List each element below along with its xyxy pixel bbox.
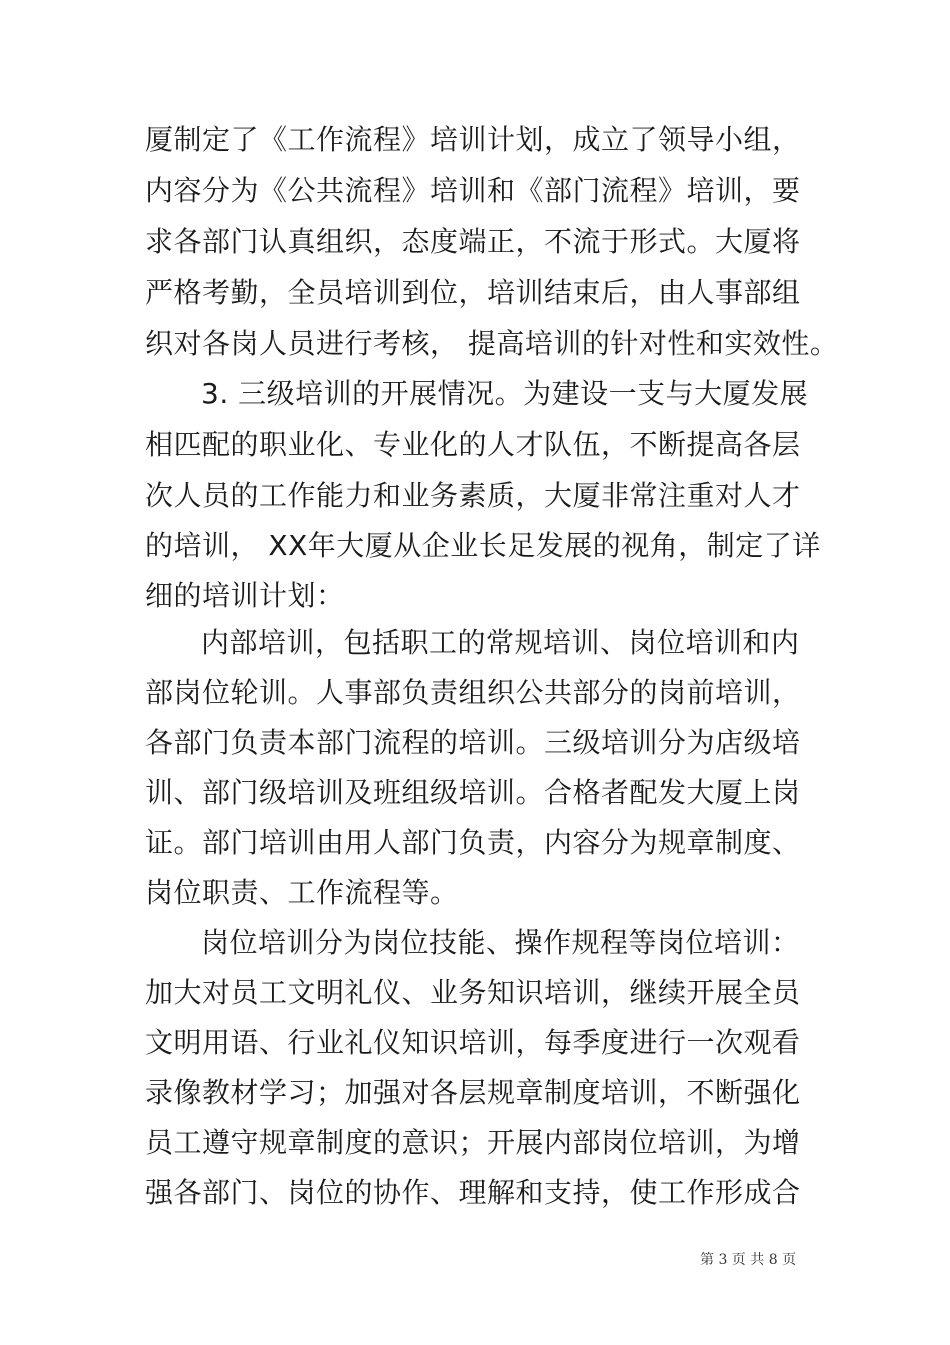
text-line: 员工遵守规章制度的意识；开展内部岗位培训，为增 xyxy=(145,1126,801,1159)
text-line: 求各部门认真组织，态度端正，不流于形式。大厦将 xyxy=(145,225,801,258)
text-line: 的培训， XX年大厦从企业长足发展的视角，制定了详 xyxy=(145,529,821,562)
text-line: 次人员的工作能力和业务素质，大厦非常注重对人才 xyxy=(145,479,801,512)
text-line: 证。部门培训由用人部门负责，内容分为规章制度、 xyxy=(145,826,801,859)
text-line: 厦制定了《工作流程》培训计划，成立了领导小组， xyxy=(145,123,801,156)
text-line: 各部门负责本部门流程的培训。三级培训分为店级培 xyxy=(145,726,801,759)
text-line: 训、部门级培训及班组级培训。合格者配发大厦上岗 xyxy=(145,776,801,809)
text-line: 织对各岗人员进行考核， 提高培训的针对性和实效性。 xyxy=(145,327,839,360)
text-line: 录像教材学习；加强对各层规章制度培训，不断强化 xyxy=(145,1076,801,1109)
text-line: 部岗位轮训。人事部负责组织公共部分的岗前培训， xyxy=(145,676,801,709)
text-line: 强各部门、岗位的协作、理解和支持，使工作形成合 xyxy=(145,1176,801,1209)
text-line: 严格考勤，全员培训到位，培训结束后，由人事部组 xyxy=(145,276,801,309)
paragraph-start-line: 内部培训，包括职工的常规培训、岗位培训和内 xyxy=(201,626,800,659)
text-line: 加大对员工文明礼仪、业务知识培训，继续开展全员 xyxy=(145,976,801,1009)
text-line: 细的培训计划： xyxy=(145,579,345,612)
text-line: 文明用语、行业礼仪知识培训，每季度进行一次观看 xyxy=(145,1026,801,1059)
text-line: 内容分为《公共流程》培训和《部门流程》培训，要 xyxy=(145,174,801,207)
page-number-footer: 第 3 页 共 8 页 xyxy=(700,1252,797,1268)
section-heading-line: 3. 三级培训的开展情况。为建设一支与大厦发展 xyxy=(201,377,809,410)
text-line: 相匹配的职业化、专业化的人才队伍，不断提高各层 xyxy=(145,428,801,461)
paragraph-start-line: 岗位培训分为岗位技能、操作规程等岗位培训： xyxy=(201,926,800,959)
text-line: 岗位职责、工作流程等。 xyxy=(145,876,459,909)
